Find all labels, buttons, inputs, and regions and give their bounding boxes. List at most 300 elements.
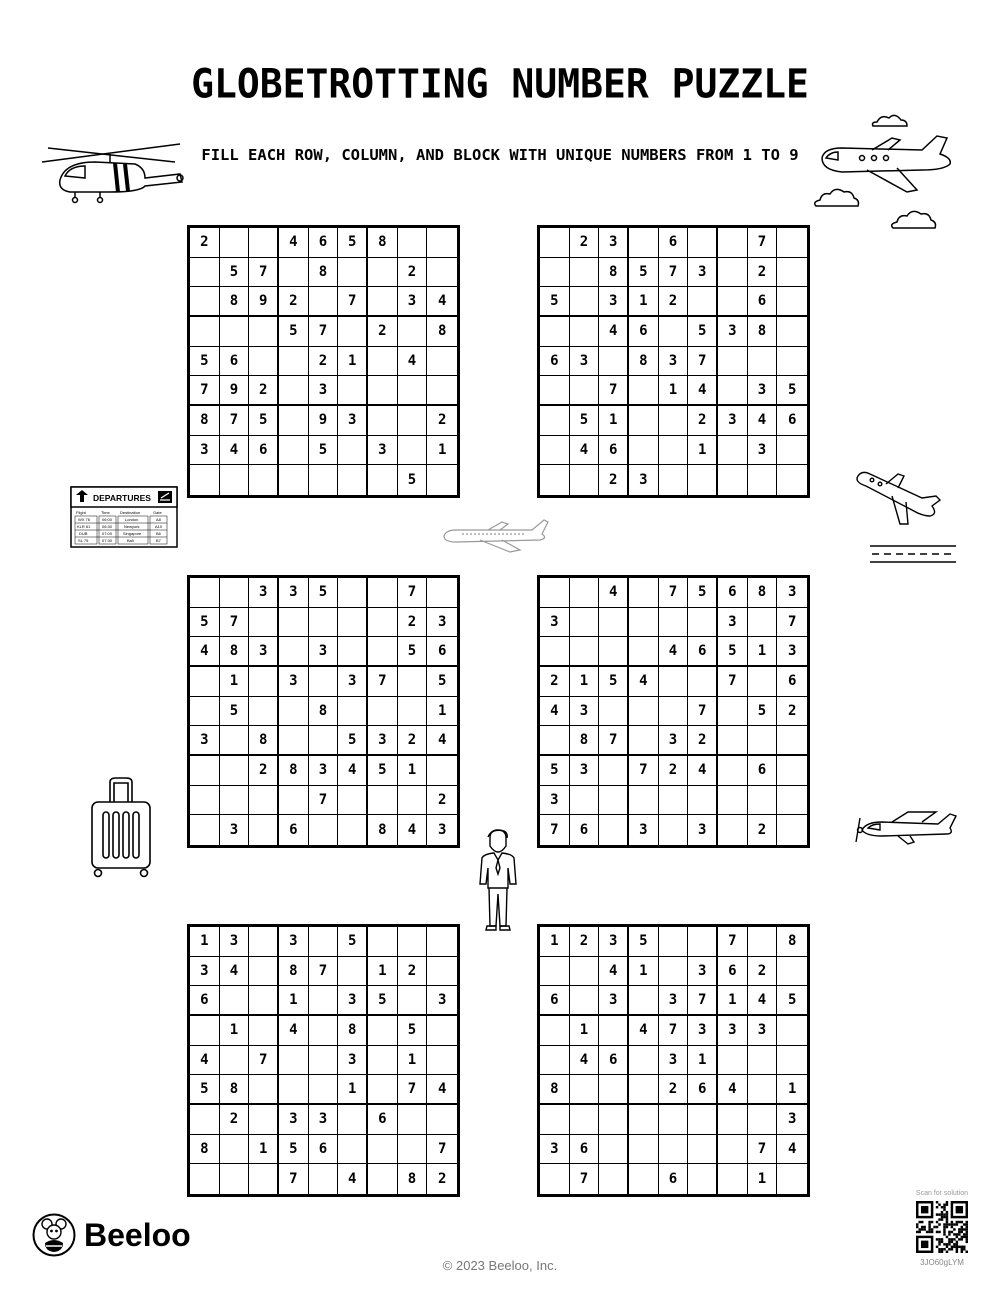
sudoku-cell[interactable]: 6 [688,1075,718,1105]
sudoku-cell[interactable]: 5 [777,986,807,1016]
sudoku-cell[interactable] [368,376,398,406]
sudoku-cell[interactable] [777,258,807,288]
sudoku-cell[interactable] [688,465,718,495]
sudoku-cell[interactable] [659,927,689,957]
sudoku-cell[interactable]: 4 [570,436,600,466]
sudoku-cell[interactable] [718,1135,748,1165]
sudoku-cell[interactable]: 1 [279,986,309,1016]
sudoku-cell[interactable]: 7 [309,786,339,816]
sudoku-cell[interactable]: 2 [777,697,807,727]
sudoku-cell[interactable]: 1 [659,376,689,406]
sudoku-cell[interactable] [659,815,689,845]
sudoku-cell[interactable]: 5 [220,697,250,727]
sudoku-cell[interactable]: 6 [718,578,748,608]
sudoku-cell[interactable] [338,578,368,608]
sudoku-cell[interactable]: 1 [570,1016,600,1046]
sudoku-cell[interactable] [718,258,748,288]
sudoku-cell[interactable]: 8 [748,578,778,608]
sudoku-cell[interactable] [427,957,457,987]
sudoku-cell[interactable] [220,986,250,1016]
sudoku-cell[interactable] [629,986,659,1016]
sudoku-cell[interactable]: 5 [718,637,748,667]
sudoku-cell[interactable] [427,228,457,258]
sudoku-cell[interactable]: 4 [427,1075,457,1105]
sudoku-cell[interactable] [398,927,428,957]
sudoku-cell[interactable]: 1 [220,667,250,697]
sudoku-cell[interactable] [249,347,279,377]
sudoku-cell[interactable]: 4 [279,228,309,258]
sudoku-cell[interactable] [629,1164,659,1194]
sudoku-cell[interactable] [540,726,570,756]
sudoku-cell[interactable] [777,436,807,466]
sudoku-cell[interactable]: 4 [570,1046,600,1076]
sudoku-cell[interactable] [190,1105,220,1135]
sudoku-cell[interactable]: 4 [279,1016,309,1046]
sudoku-cell[interactable]: 3 [659,1046,689,1076]
sudoku-cell[interactable]: 4 [688,756,718,786]
sudoku-cell[interactable] [688,786,718,816]
sudoku-cell[interactable] [599,1105,629,1135]
sudoku-cell[interactable]: 5 [629,258,659,288]
sudoku-cell[interactable] [659,406,689,436]
sudoku-cell[interactable]: 4 [599,957,629,987]
sudoku-cell[interactable]: 1 [249,1135,279,1165]
sudoku-cell[interactable]: 3 [570,347,600,377]
sudoku-cell[interactable] [659,667,689,697]
sudoku-cell[interactable]: 2 [249,376,279,406]
sudoku-cell[interactable]: 5 [249,406,279,436]
sudoku-cell[interactable]: 4 [599,317,629,347]
sudoku-cell[interactable] [249,986,279,1016]
sudoku-cell[interactable] [570,957,600,987]
sudoku-cell[interactable] [398,1105,428,1135]
sudoku-cell[interactable] [249,1164,279,1194]
sudoku-cell[interactable] [718,228,748,258]
sudoku-cell[interactable] [427,1105,457,1135]
sudoku-cell[interactable] [427,347,457,377]
sudoku-cell[interactable]: 2 [688,406,718,436]
sudoku-cell[interactable]: 3 [540,608,570,638]
sudoku-cell[interactable]: 8 [570,726,600,756]
sudoku-cell[interactable]: 3 [309,756,339,786]
sudoku-cell[interactable] [540,1046,570,1076]
sudoku-cell[interactable] [279,465,309,495]
sudoku-cell[interactable]: 3 [688,815,718,845]
sudoku-cell[interactable] [570,1075,600,1105]
sudoku-cell[interactable]: 1 [427,436,457,466]
sudoku-cell[interactable]: 5 [599,667,629,697]
sudoku-cell[interactable] [629,1105,659,1135]
sudoku-cell[interactable] [368,287,398,317]
sudoku-cell[interactable]: 7 [599,726,629,756]
sudoku-cell[interactable]: 3 [279,578,309,608]
sudoku-cell[interactable] [398,786,428,816]
sudoku-cell[interactable] [688,1105,718,1135]
sudoku-cell[interactable]: 2 [748,815,778,845]
sudoku-cell[interactable] [338,465,368,495]
sudoku-cell[interactable] [220,1164,250,1194]
sudoku-cell[interactable] [540,436,570,466]
sudoku-cell[interactable] [540,957,570,987]
sudoku-cell[interactable] [338,436,368,466]
sudoku-cell[interactable] [629,1046,659,1076]
sudoku-cell[interactable] [748,726,778,756]
sudoku-cell[interactable]: 3 [368,436,398,466]
sudoku-cell[interactable]: 7 [718,927,748,957]
sudoku-cell[interactable] [570,317,600,347]
sudoku-cell[interactable] [338,637,368,667]
sudoku-cell[interactable]: 2 [309,347,339,377]
sudoku-cell[interactable] [777,1016,807,1046]
sudoku-cell[interactable] [540,637,570,667]
sudoku-cell[interactable]: 8 [190,1135,220,1165]
sudoku-cell[interactable]: 7 [599,376,629,406]
sudoku-cell[interactable] [398,986,428,1016]
sudoku-cell[interactable] [398,436,428,466]
sudoku-cell[interactable]: 3 [427,608,457,638]
sudoku-cell[interactable] [249,697,279,727]
sudoku-cell[interactable] [599,786,629,816]
sudoku-cell[interactable]: 3 [718,608,748,638]
sudoku-cell[interactable]: 3 [190,957,220,987]
sudoku-cell[interactable] [368,578,398,608]
sudoku-cell[interactable] [368,927,398,957]
sudoku-cell[interactable]: 2 [398,608,428,638]
sudoku-cell[interactable] [688,287,718,317]
sudoku-cell[interactable]: 2 [659,756,689,786]
sudoku-cell[interactable]: 7 [249,258,279,288]
sudoku-cell[interactable]: 1 [540,927,570,957]
sudoku-cell[interactable]: 3 [279,667,309,697]
sudoku-cell[interactable]: 5 [338,228,368,258]
sudoku-cell[interactable] [279,608,309,638]
sudoku-cell[interactable]: 5 [368,756,398,786]
sudoku-cell[interactable] [309,1046,339,1076]
sudoku-cell[interactable] [338,258,368,288]
sudoku-cell[interactable]: 5 [398,465,428,495]
sudoku-cell[interactable] [279,258,309,288]
sudoku-cell[interactable]: 6 [190,986,220,1016]
sudoku-cell[interactable] [190,317,220,347]
sudoku-cell[interactable] [748,1105,778,1135]
sudoku-cell[interactable]: 3 [777,578,807,608]
sudoku-cell[interactable] [398,697,428,727]
sudoku-cell[interactable] [190,287,220,317]
sudoku-cell[interactable]: 5 [629,927,659,957]
sudoku-cell[interactable] [718,347,748,377]
sudoku-cell[interactable]: 2 [570,228,600,258]
sudoku-cell[interactable]: 2 [220,1105,250,1135]
sudoku-cell[interactable]: 6 [659,228,689,258]
sudoku-cell[interactable]: 9 [249,287,279,317]
sudoku-cell[interactable]: 9 [309,406,339,436]
sudoku-cell[interactable] [688,228,718,258]
sudoku-cell[interactable]: 3 [338,406,368,436]
sudoku-cell[interactable] [190,667,220,697]
sudoku-cell[interactable] [540,465,570,495]
sudoku-cell[interactable]: 3 [748,436,778,466]
sudoku-cell[interactable]: 2 [249,756,279,786]
sudoku-cell[interactable] [659,786,689,816]
sudoku-cell[interactable]: 3 [748,1016,778,1046]
sudoku-cell[interactable]: 7 [309,957,339,987]
sudoku-cell[interactable] [748,347,778,377]
sudoku-cell[interactable] [718,726,748,756]
sudoku-cell[interactable] [309,608,339,638]
sudoku-cell[interactable] [718,287,748,317]
sudoku-cell[interactable] [279,637,309,667]
sudoku-cell[interactable] [718,436,748,466]
sudoku-cell[interactable]: 9 [220,376,250,406]
sudoku-cell[interactable]: 1 [338,347,368,377]
sudoku-cell[interactable]: 5 [190,347,220,377]
sudoku-cell[interactable]: 5 [427,667,457,697]
sudoku-cell[interactable]: 5 [190,1075,220,1105]
sudoku-cell[interactable] [599,1016,629,1046]
sudoku-cell[interactable]: 3 [688,1016,718,1046]
sudoku-cell[interactable]: 7 [190,376,220,406]
sudoku-cell[interactable]: 2 [427,406,457,436]
sudoku-cell[interactable]: 4 [338,1164,368,1194]
sudoku-cell[interactable]: 3 [398,287,428,317]
sudoku-cell[interactable]: 8 [249,726,279,756]
sudoku-cell[interactable]: 6 [540,347,570,377]
sudoku-cell[interactable] [368,406,398,436]
sudoku-cell[interactable] [190,786,220,816]
sudoku-cell[interactable]: 3 [338,667,368,697]
sudoku-cell[interactable]: 7 [398,578,428,608]
sudoku-cell[interactable]: 3 [688,957,718,987]
sudoku-cell[interactable]: 6 [688,637,718,667]
sudoku-cell[interactable]: 2 [398,726,428,756]
sudoku-cell[interactable] [540,1164,570,1194]
sudoku-cell[interactable] [599,637,629,667]
sudoku-cell[interactable] [368,1046,398,1076]
sudoku-cell[interactable]: 3 [220,815,250,845]
sudoku-cell[interactable]: 3 [279,1105,309,1135]
sudoku-cell[interactable] [368,1135,398,1165]
sudoku-cell[interactable]: 3 [249,578,279,608]
sudoku-cell[interactable]: 6 [220,347,250,377]
sudoku-cell[interactable]: 8 [279,957,309,987]
sudoku-cell[interactable] [279,726,309,756]
sudoku-cell[interactable] [190,578,220,608]
sudoku-cell[interactable] [368,1075,398,1105]
sudoku-cell[interactable]: 3 [629,815,659,845]
sudoku-cell[interactable] [309,465,339,495]
sudoku-cell[interactable] [220,578,250,608]
sudoku-cell[interactable] [368,465,398,495]
sudoku-cell[interactable] [190,815,220,845]
sudoku-cell[interactable]: 2 [748,957,778,987]
sudoku-cell[interactable]: 4 [338,756,368,786]
sudoku-cell[interactable]: 8 [309,258,339,288]
sudoku-cell[interactable] [220,786,250,816]
sudoku-cell[interactable]: 5 [338,927,368,957]
sudoku-cell[interactable] [368,1164,398,1194]
sudoku-cell[interactable] [309,986,339,1016]
sudoku-cell[interactable] [249,465,279,495]
sudoku-cell[interactable] [599,608,629,638]
sudoku-cell[interactable]: 3 [368,726,398,756]
sudoku-cell[interactable] [629,637,659,667]
sudoku-cell[interactable] [368,608,398,638]
sudoku-cell[interactable]: 1 [190,927,220,957]
sudoku-cell[interactable] [338,697,368,727]
sudoku-cell[interactable] [309,667,339,697]
sudoku-cell[interactable] [338,1135,368,1165]
sudoku-cell[interactable]: 8 [220,287,250,317]
sudoku-cell[interactable]: 3 [629,465,659,495]
sudoku-cell[interactable]: 5 [279,317,309,347]
sudoku-cell[interactable]: 3 [570,697,600,727]
sudoku-cell[interactable]: 6 [368,1105,398,1135]
sudoku-cell[interactable] [220,1135,250,1165]
sudoku-cell[interactable] [427,927,457,957]
sudoku-cell[interactable] [599,815,629,845]
sudoku-cell[interactable] [777,1046,807,1076]
sudoku-cell[interactable] [629,376,659,406]
sudoku-cell[interactable] [540,578,570,608]
sudoku-cell[interactable] [777,287,807,317]
sudoku-cell[interactable]: 6 [777,406,807,436]
sudoku-cell[interactable] [659,1135,689,1165]
sudoku-cell[interactable]: 2 [570,927,600,957]
sudoku-cell[interactable]: 7 [688,347,718,377]
sudoku-cell[interactable]: 2 [599,465,629,495]
sudoku-cell[interactable] [777,726,807,756]
sudoku-cell[interactable] [688,1135,718,1165]
sudoku-cell[interactable]: 3 [688,258,718,288]
sudoku-cell[interactable]: 3 [540,786,570,816]
qr-code-icon[interactable] [916,1201,968,1253]
sudoku-cell[interactable] [570,465,600,495]
sudoku-cell[interactable]: 3 [777,637,807,667]
sudoku-cell[interactable] [309,287,339,317]
sudoku-cell[interactable] [629,578,659,608]
sudoku-cell[interactable] [629,1135,659,1165]
sudoku-cell[interactable]: 4 [629,667,659,697]
sudoku-cell[interactable]: 1 [629,287,659,317]
sudoku-cell[interactable]: 7 [220,608,250,638]
sudoku-cell[interactable]: 1 [688,1046,718,1076]
sudoku-cell[interactable] [220,317,250,347]
sudoku-cell[interactable] [190,258,220,288]
sudoku-cell[interactable]: 7 [338,287,368,317]
sudoku-cell[interactable]: 3 [777,1105,807,1135]
sudoku-cell[interactable] [599,756,629,786]
sudoku-cell[interactable] [190,756,220,786]
sudoku-cell[interactable] [309,927,339,957]
sudoku-cell[interactable] [777,815,807,845]
sudoku-cell[interactable]: 7 [777,608,807,638]
sudoku-cell[interactable]: 1 [398,756,428,786]
sudoku-cell[interactable]: 8 [777,927,807,957]
sudoku-cell[interactable]: 5 [540,287,570,317]
sudoku-cell[interactable]: 4 [427,726,457,756]
sudoku-cell[interactable] [190,1016,220,1046]
sudoku-cell[interactable]: 6 [718,957,748,987]
sudoku-cell[interactable]: 8 [599,258,629,288]
sudoku-cell[interactable]: 4 [777,1135,807,1165]
sudoku-cell[interactable]: 4 [427,287,457,317]
sudoku-cell[interactable] [427,756,457,786]
sudoku-cell[interactable] [599,1135,629,1165]
sudoku-cell[interactable]: 4 [398,347,428,377]
sudoku-cell[interactable] [279,1046,309,1076]
sudoku-cell[interactable]: 2 [659,1075,689,1105]
sudoku-cell[interactable]: 3 [249,637,279,667]
sudoku-cell[interactable] [688,1164,718,1194]
sudoku-cell[interactable] [368,347,398,377]
sudoku-cell[interactable]: 4 [659,637,689,667]
sudoku-cell[interactable]: 4 [688,376,718,406]
sudoku-cell[interactable] [279,436,309,466]
sudoku-cell[interactable] [688,667,718,697]
sudoku-cell[interactable]: 3 [570,756,600,786]
sudoku-cell[interactable] [279,347,309,377]
sudoku-cell[interactable] [629,436,659,466]
sudoku-cell[interactable]: 3 [718,1016,748,1046]
sudoku-cell[interactable]: 5 [688,578,718,608]
sudoku-cell[interactable]: 4 [220,436,250,466]
sudoku-cell[interactable] [570,258,600,288]
sudoku-cell[interactable] [249,317,279,347]
sudoku-cell[interactable]: 5 [748,697,778,727]
sudoku-cell[interactable]: 3 [540,1135,570,1165]
sudoku-cell[interactable] [309,815,339,845]
sudoku-cell[interactable]: 6 [540,986,570,1016]
sudoku-cell[interactable]: 3 [599,287,629,317]
sudoku-cell[interactable]: 3 [748,376,778,406]
sudoku-cell[interactable] [659,608,689,638]
sudoku-cell[interactable]: 8 [338,1016,368,1046]
sudoku-cell[interactable]: 8 [427,317,457,347]
sudoku-cell[interactable]: 6 [599,1046,629,1076]
sudoku-cell[interactable] [279,406,309,436]
sudoku-cell[interactable] [570,578,600,608]
sudoku-cell[interactable]: 4 [190,637,220,667]
sudoku-cell[interactable] [398,667,428,697]
sudoku-cell[interactable]: 4 [599,578,629,608]
sudoku-cell[interactable]: 7 [629,756,659,786]
sudoku-cell[interactable]: 2 [540,667,570,697]
sudoku-cell[interactable] [659,1105,689,1135]
sudoku-cell[interactable]: 6 [570,1135,600,1165]
sudoku-cell[interactable]: 7 [249,1046,279,1076]
sudoku-cell[interactable]: 8 [368,815,398,845]
sudoku-cell[interactable] [540,1016,570,1046]
sudoku-cell[interactable] [249,608,279,638]
sudoku-cell[interactable]: 6 [570,815,600,845]
sudoku-cell[interactable]: 5 [398,1016,428,1046]
sudoku-cell[interactable] [398,406,428,436]
sudoku-cell[interactable] [777,756,807,786]
sudoku-cell[interactable] [540,317,570,347]
sudoku-cell[interactable]: 2 [437,1171,447,1188]
sudoku-cell[interactable]: 3 [718,317,748,347]
sudoku-cell[interactable]: 5 [309,578,339,608]
sudoku-cell[interactable]: 7 [220,406,250,436]
sudoku-cell[interactable]: 5 [570,406,600,436]
sudoku-cell[interactable] [599,1075,629,1105]
sudoku-cell[interactable]: 5 [338,726,368,756]
sudoku-cell[interactable] [309,726,339,756]
sudoku-cell[interactable]: 7 [718,667,748,697]
sudoku-cell[interactable] [249,927,279,957]
sudoku-cell[interactable] [540,406,570,436]
sudoku-cell[interactable] [540,1105,570,1135]
